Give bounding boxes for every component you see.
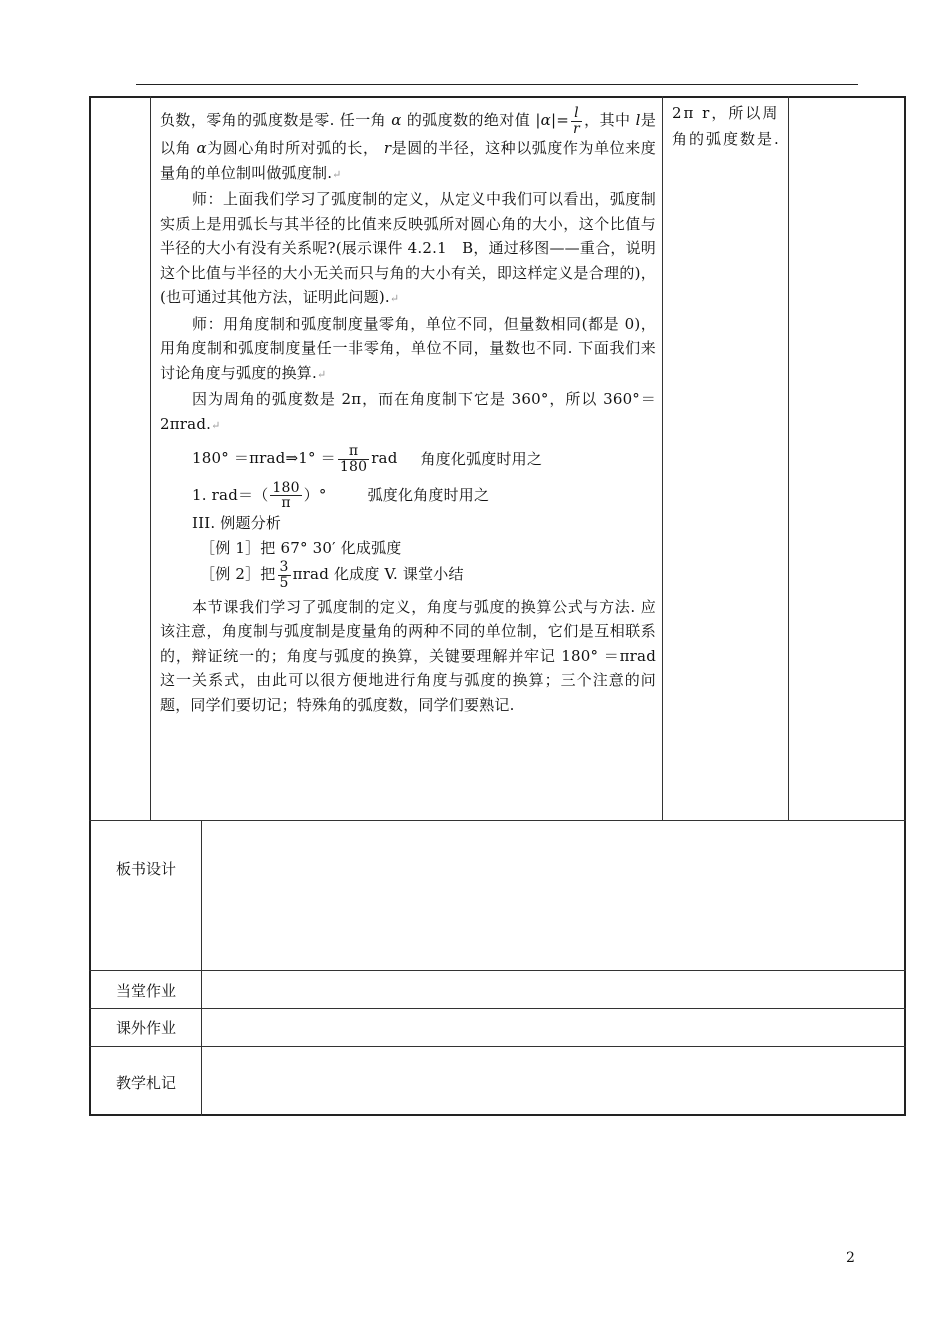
row-label-teaching-notes: 教学札记 [115, 1074, 176, 1092]
paragraph-definition: 负数，零角的弧度数是零. 任一角 α 的弧度数的绝对值 |α|= $\frac{l}{r}$ ，其中 l是以角 α为圆心角时所对弧的长， r是圆的半径，这种以弧度作为单位来度量角的单位制叫做弧度制.↵ [160, 105, 657, 182]
example-2: ［例 2］把 $\frac{3}{5}$ πrad 化成度 V. 课堂小结 [200, 559, 464, 591]
formula-radian-to-degree: 1. rad＝（ $\frac{180}{\pi}$ ）° 弧度化角度时用之 [192, 479, 490, 512]
table-divider [201, 820, 202, 1116]
formula-degree-to-radian: 180° ＝πrad⇒1° ＝ $\frac{\pi}{180}$ rad 角度化弧度时用之 [192, 443, 543, 476]
table-divider [788, 96, 789, 820]
fraction-l-over-r: $\frac{l}{r}$ [573, 105, 580, 137]
table-divider [89, 970, 906, 971]
paragraph-teacher-2: 师：用角度制和弧度制度量零角，单位不同，但量数相同(都是 0)，用角度制和弧度制度量任一非零角，单位不同，量数也不同. 下面我们来讨论角度与弧度的换算.↵ [160, 314, 656, 382]
table-divider [150, 96, 151, 820]
table-divider [89, 1046, 906, 1047]
section-examples: III. 例题分析 [192, 514, 282, 533]
header-rule [136, 84, 858, 85]
paragraph-teacher-1: 师：上面我们学习了弧度制的定义，从定义中我们可以看出，弧度制实质上是用弧长与其半径的比值来反映弧所对圆心角的大小，这个比值与半径的大小有没有关系呢?(展示课件 4.2.1 B，通过移图——重合，说明这个比值与半径的大小无关而只与角的大小有关，即这样定义是合理的)，(也可通过其他方法，证明此问题).↵ [160, 190, 656, 307]
row-label-extra-homework: 课外作业 [115, 1019, 176, 1037]
row-label-class-homework: 当堂作业 [115, 982, 176, 1000]
side-note: 2π r，所以周角的弧度数是. [672, 104, 781, 148]
paragraph-conversion: 因为周角的弧度数是 2π，而在角度制下它是 360°，所以 360°＝2πrad.↵ [160, 390, 656, 433]
row-label-board-design: 板书设计 [115, 860, 176, 878]
section-summary-heading: V. 课堂小结 [384, 565, 464, 584]
table-divider [89, 1008, 906, 1009]
paragraph-summary: 本节课我们学习了弧度制的定义，角度与弧度的换算公式与方法. 应该注意，角度制与弧度制是度量角的两种不同的单位制，它们是互相联系的，辩证统一的；角度与弧度的换算，关键要理解并牢记 180° ＝πrad 这一关系式，由此可以很方便地进行角度与弧度的换算；三个注意的问题，同学们要切记；特殊角的弧度数，同学们要熟记. [160, 597, 656, 714]
table-divider [662, 96, 663, 820]
lesson-content [160, 106, 656, 717]
page-number: 2 [846, 1250, 855, 1266]
example-1: ［例 1］把 67° 30′ 化成弧度 [200, 538, 402, 557]
table-divider [89, 820, 906, 821]
